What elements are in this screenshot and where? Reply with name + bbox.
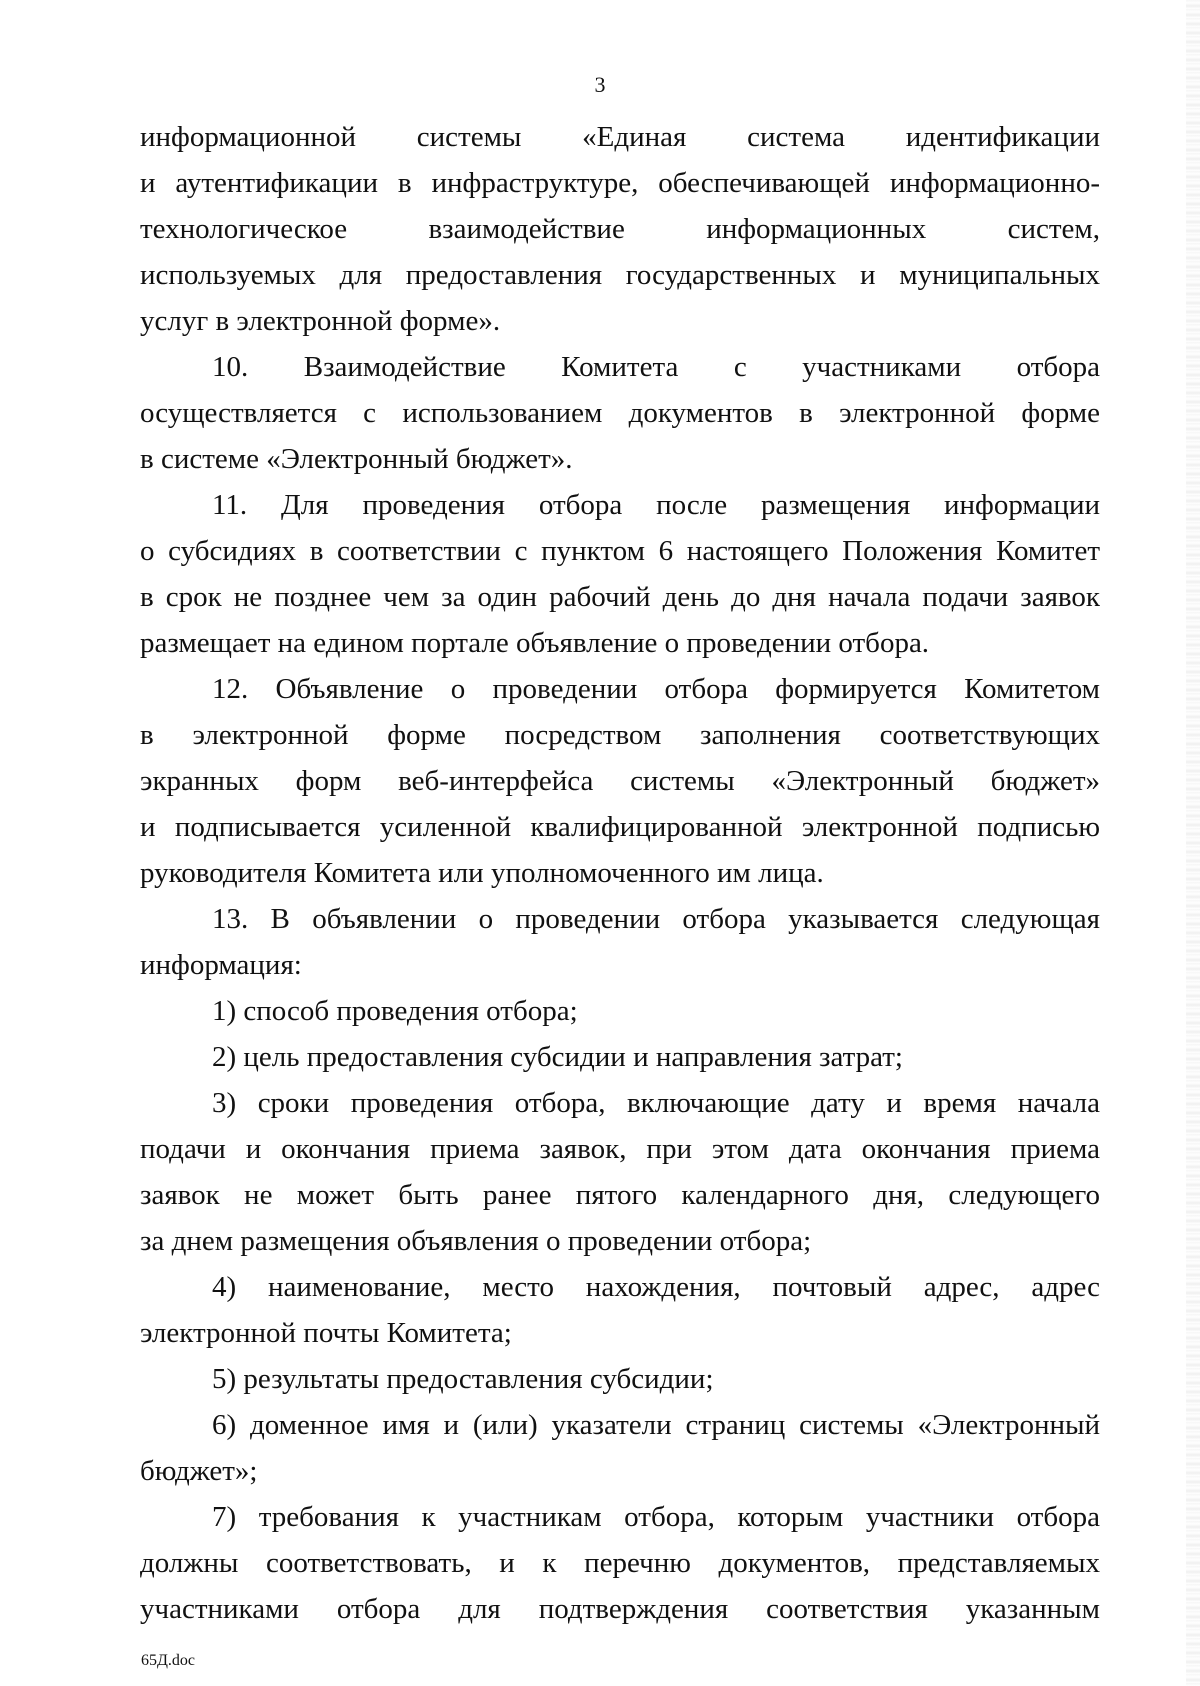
- text-line: 2) цель предоставления субсидии и направления затрат;: [212, 1041, 903, 1073]
- text-line: руководителя Комитета или уполномоченного им лица.: [140, 857, 824, 889]
- text-line: услуг в электронной форме».: [140, 305, 501, 337]
- text-line: за днем размещения объявления о проведении отбора;: [140, 1225, 812, 1257]
- text-line: используемых для предоставления государственных и муниципальных: [140, 259, 1100, 291]
- text-line: экранных форм веб-интерфейса системы «Электронный бюджет»: [140, 765, 1100, 797]
- text-line: 1) способ проведения отбора;: [212, 995, 578, 1027]
- text-line: в электронной форме посредством заполнения соответствующих: [140, 719, 1100, 751]
- text-line: 6) доменное имя и (или) указатели страниц системы «Электронный: [212, 1409, 1100, 1441]
- text-line: 5) результаты предоставления субсидии;: [212, 1363, 714, 1395]
- text-line: и подписывается усиленной квалифицированной электронной подписью: [140, 811, 1100, 843]
- text-line: осуществляется с использованием документов в электронной форме: [140, 397, 1100, 429]
- text-line: информация:: [140, 949, 302, 981]
- body-text: [140, 114, 1100, 1632]
- text-line: о субсидиях в соответствии с пунктом 6 настоящего Положения Комитет: [140, 535, 1100, 567]
- text-line: участниками отбора для подтверждения соответствия указанным: [140, 1593, 1100, 1625]
- text-line: заявок не может быть ранее пятого календарного дня, следующего: [140, 1179, 1100, 1211]
- text-line: 10. Взаимодействие Комитета с участниками отбора: [212, 351, 1100, 383]
- text-line: в системе «Электронный бюджет».: [140, 443, 573, 475]
- text-line: в срок не позднее чем за один рабочий день до дня начала подачи заявок: [140, 581, 1100, 613]
- footer-filename: 65Д.doc: [141, 1652, 196, 1669]
- text-line: 13. В объявлении о проведении отбора указывается следующая: [212, 903, 1100, 935]
- text-line: 11. Для проведения отбора после размещения информации: [212, 489, 1100, 521]
- text-line: подачи и окончания приема заявок, при этом дата окончания приема: [140, 1133, 1100, 1165]
- text-line: информационной системы «Единая система идентификации: [140, 121, 1100, 153]
- text-line: бюджет»;: [140, 1455, 258, 1487]
- scan-edge: [1186, 0, 1200, 1686]
- text-line: размещает на едином портале объявление о проведении отбора.: [140, 627, 930, 659]
- text-line: 12. Объявление о проведении отбора формируется Комитетом: [212, 673, 1100, 705]
- text-line: 4) наименование, место нахождения, почтовый адрес, адрес: [212, 1271, 1100, 1303]
- text-line: должны соответствовать, и к перечню документов, представляемых: [140, 1547, 1100, 1579]
- text-line: 3) сроки проведения отбора, включающие дату и время начала: [212, 1087, 1100, 1119]
- text-line: электронной почты Комитета;: [140, 1317, 512, 1349]
- text-line: 7) требования к участникам отбора, которым участники отбора: [212, 1501, 1100, 1533]
- page-number: 3: [594, 72, 606, 97]
- text-line: и аутентификации в инфраструктуре, обеспечивающей информационно-: [140, 167, 1100, 199]
- text-line: технологическое взаимодействие информационных систем,: [140, 213, 1100, 245]
